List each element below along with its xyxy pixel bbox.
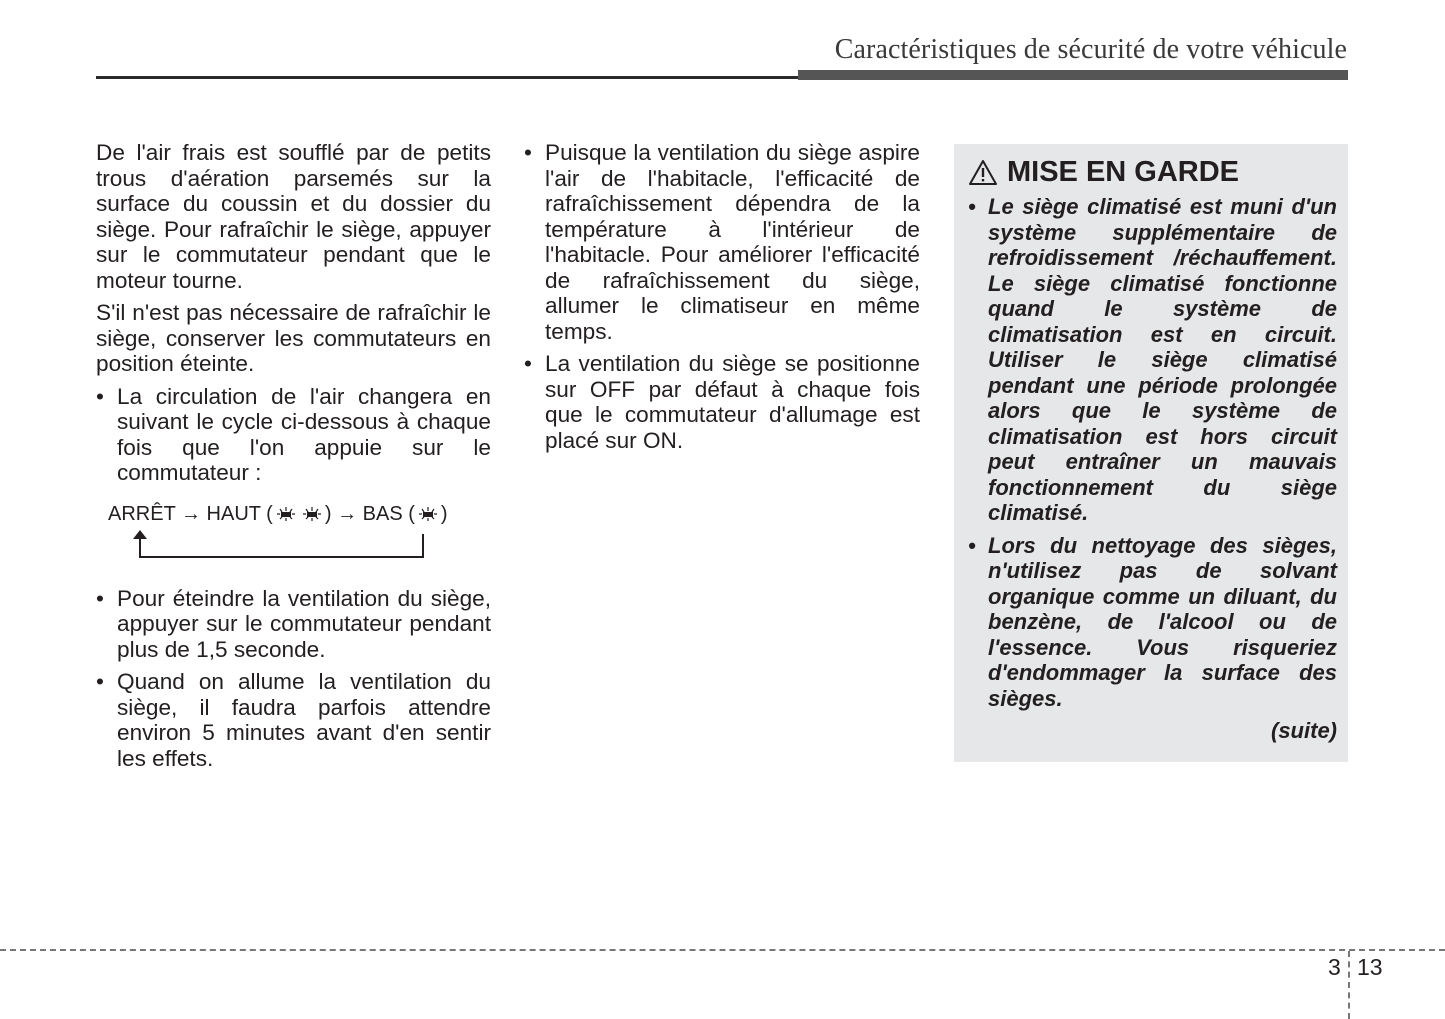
bullet: • (968, 532, 976, 558)
list-item-text: Pour éteindre la ventilation du siège, appuyer sur le commutateur pendant plus de 1,5 seconde. (117, 585, 491, 662)
bullet: • (96, 383, 104, 409)
list-item-text: La circulation de l'air changera en suivant le cycle ci-dessous à chaque fois que l'on appuie sur le commutateur : (117, 383, 491, 485)
warning-triangle-icon (968, 159, 998, 186)
list-item (968, 194, 1337, 526)
seat-ventilation-fan-icon (276, 507, 296, 521)
list-item-text: Lors du nettoyage des sièges, n'utilisez pas de solvant organique comme un diluant, du benzène, de l'alcool ou de l'essence. Vous risqueriez d'endommager la surface des sièges. (988, 532, 1337, 711)
cycle-high-close: ) (324, 502, 332, 525)
cycle-low-close: ) (440, 502, 448, 525)
warning-body (968, 194, 1337, 744)
arrow-right-icon: → (337, 502, 358, 525)
bullet: • (524, 351, 532, 376)
paragraph-intro: De l'air frais est soufflé par de petits trous d'aération parsemés sur la surface du coussin et du dossier du siège. Pour rafraîchir le siège, appuyer sur le commutateur pendant que le moteur tourne. (96, 140, 491, 293)
bullet: • (968, 194, 976, 219)
cycle-high-label: HAUT ( (206, 502, 273, 525)
warning-title: MISE EN GARDE (1007, 156, 1240, 188)
column-left (96, 140, 491, 778)
list-item (524, 351, 920, 453)
warning-box (954, 144, 1348, 762)
cycle-low-label: BAS ( (362, 502, 415, 525)
loop-line-bottom (140, 556, 423, 558)
arrow-right-icon: → (180, 502, 201, 525)
chapter-number: 3 (1328, 954, 1341, 980)
column-middle (524, 140, 920, 460)
cycle-sequence (108, 502, 448, 526)
list-item (96, 669, 491, 771)
list-item-text: Quand on allume la ventilation du siège, il faudra parfois attendre environ 5 minutes avant d'en sentir les effets. (117, 669, 491, 771)
ventilation-cycle-diagram (96, 502, 491, 564)
cycle-off-label: ARRÊT (108, 502, 176, 525)
list-item-text: La ventilation du siège se positionne sur OFF par défaut à chaque fois que le commutateur d'allumage est placé sur ON. (545, 351, 920, 453)
list-item (96, 586, 491, 663)
loop-line-left (139, 532, 141, 558)
paragraph-off: S'il n'est pas nécessaire de rafraîchir le siège, conserver les commutateurs en position éteinte. (96, 300, 491, 376)
page-header-title: Caractéristiques de sécurité de votre véhicule (834, 34, 1347, 65)
footer-divider (0, 949, 1445, 951)
header-rule-accent (798, 70, 1348, 80)
warning-heading (968, 156, 1239, 189)
list-item-text: Puisque la ventilation du siège aspire l'air de l'habitacle, l'efficacité de rafraîchissement dépendra de la température à l'intérieur de l'habitacle. Pour améliorer l'efficacité de rafraîchissement du siège, allumer le climatiseur en même temps. (545, 140, 920, 344)
seat-ventilation-fan-icon (418, 507, 438, 521)
bullet: • (96, 585, 104, 611)
continued-label: (suite) (1271, 718, 1337, 743)
list-item (524, 140, 920, 344)
bullet: • (96, 669, 104, 694)
footer-page-divider (1348, 951, 1350, 1019)
list-item-text: Le siège climatisé est muni d'un système supplémentaire de refroidissement /réchauffement. Le siège climatisé fonctionne quand le système de climatisation est en circuit. Utiliser le siège climatisé pendant une période prolongée alors que le système de climatisation est hors circuit peut entraîner un mauvais fonctionnement du siège climatisé. (988, 194, 1337, 525)
list-item (968, 533, 1337, 712)
bullet: • (524, 140, 532, 165)
seat-ventilation-fan-icon (302, 507, 322, 521)
list-item (96, 384, 491, 486)
loop-line-right (422, 534, 424, 558)
page-number: 13 (1357, 954, 1383, 980)
